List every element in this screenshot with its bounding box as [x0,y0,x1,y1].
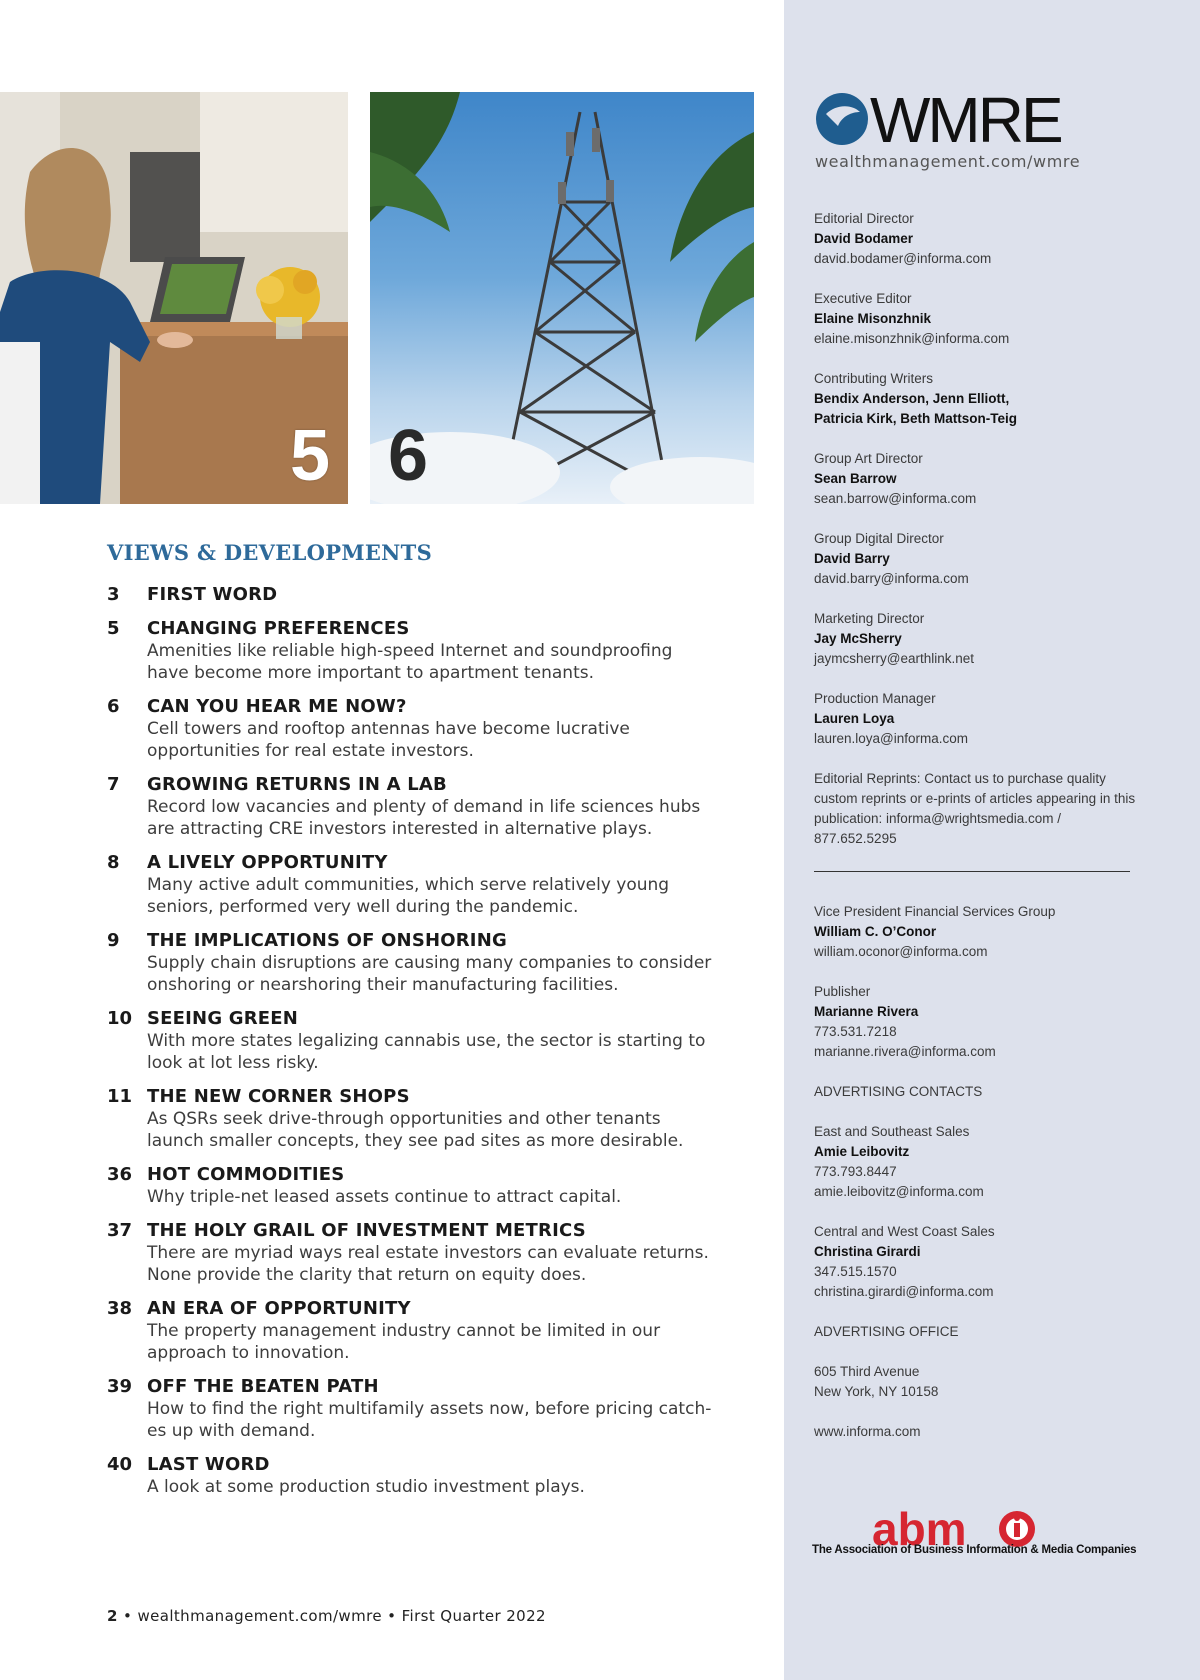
staff-entry [814,289,1144,349]
toc-page-number: 10 [107,1008,133,1029]
staff-name: William C. O’Conor [814,924,937,939]
staff-entry [814,529,1144,589]
toc-description: With more states legalizing cannabis use, the sector is starting to look at lot less risky. [147,1031,706,1073]
toc-entry[interactable] [107,1454,767,1498]
staff-email-link[interactable]: david.bodamer@informa.com [814,251,992,266]
toc-entry[interactable] [107,1086,767,1152]
toc-page-number: 3 [107,584,120,605]
staff-role: Publisher [814,984,871,999]
toc-page-number: 9 [107,930,120,951]
staff-entry [814,982,1144,1062]
staff-entry [814,902,1144,962]
staff-email-link[interactable]: william.oconor@informa.com [814,944,988,959]
table-of-contents [107,584,767,1510]
toc-entry[interactable] [107,1008,767,1074]
informa-website-link[interactable]: www.informa.com [814,1424,921,1439]
staff-role: Group Art Director [814,451,923,466]
toc-entry[interactable] [107,584,767,606]
advertising-staff-list [814,1122,1144,1302]
advertising-office-label: ADVERTISING OFFICE [814,1324,959,1339]
wmre-wordmark: WMRE [870,86,1061,152]
toc-page-number: 40 [107,1454,133,1475]
toc-page-number: 7 [107,774,120,795]
staff-role: Group Digital Director [814,531,944,546]
toc-title: CHANGING PREFERENCES [147,618,410,639]
toc-entry[interactable] [107,774,767,840]
toc-page-number: 11 [107,1086,133,1107]
toc-entry[interactable] [107,1376,767,1442]
staff-name: Elaine Misonzhnik [814,311,932,326]
toc-description: The property management industry cannot be limited in our approach to innovation. [147,1321,661,1363]
staff-entry [814,1222,1144,1302]
staff-role: Executive Editor [814,291,912,306]
toc-description: Amenities like reliable high-speed Internet and soundproofing have become more important to apartment tenants. [147,641,673,683]
footer-issue: First Quarter 2022 [401,1607,546,1625]
staff-role: Production Manager [814,691,936,706]
staff-entry [814,1122,1144,1202]
footer-page-number: 2 [107,1607,118,1625]
toc-entry[interactable] [107,1220,767,1286]
toc-entry[interactable] [107,930,767,996]
toc-entry[interactable] [107,1298,767,1364]
abm-wordmark: abm [872,1503,967,1555]
staff-name: Lauren Loya [814,711,895,726]
toc-entry[interactable] [107,1164,767,1208]
toc-description: There are myriad ways real estate investors can evaluate returns. None provide the clarity that return on equity does. [147,1243,709,1285]
staff-entry [814,609,1144,669]
toc-title: GROWING RETURNS IN A LAB [147,774,447,795]
page-footer [107,1607,546,1625]
staff-phone: 347.515.1570 [814,1264,897,1279]
staff-name: Bendix Anderson, Jenn Elliott, Patricia Kirk, Beth Mattson-Teig [814,391,1018,426]
staff-role: Contributing Writers [814,371,934,386]
toc-title: OFF THE BEATEN PATH [147,1376,379,1397]
toc-title: THE IMPLICATIONS OF ONSHORING [147,930,507,951]
staff-role: Marketing Director [814,611,925,626]
toc-description: As QSRs seek drive-through opportunities and other tenants launch smaller concepts, they see pad sites as more desirable. [147,1109,684,1151]
staff-entry [814,449,1144,509]
staff-phone: 773.793.8447 [814,1164,897,1179]
toc-page-number: 39 [107,1376,133,1397]
staff-name: Amie Leibovitz [814,1144,910,1159]
page-number-6: 6 [388,416,429,496]
advertising-contacts-label: ADVERTISING CONTACTS [814,1084,983,1099]
staff-role: East and Southeast Sales [814,1124,970,1139]
toc-entry[interactable] [107,852,767,918]
toc-page-number: 38 [107,1298,133,1319]
staff-entry [814,689,1144,749]
staff-name: Christina Girardi [814,1244,921,1259]
staff-name: David Barry [814,551,890,566]
footer-url: wealthmanagement.com/wmre [137,1607,382,1625]
toc-title: HOT COMMODITIES [147,1164,345,1185]
toc-title: A LIVELY OPPORTUNITY [147,852,388,873]
masthead-divider [814,871,1130,872]
toc-page-number: 5 [107,618,120,639]
staff-email-link[interactable]: elaine.misonzhnik@informa.com [814,331,1010,346]
staff-email-link[interactable]: marianne.rivera@informa.com [814,1044,996,1059]
toc-description: Why triple-net leased assets continue to attract capital. [147,1187,622,1207]
staff-name: Marianne Rivera [814,1004,919,1019]
staff-email-link[interactable]: amie.leibovitz@informa.com [814,1184,984,1199]
office-address: 605 Third Avenue New York, NY 10158 [814,1364,939,1399]
business-staff-list [814,902,1144,1062]
toc-page-number: 8 [107,852,120,873]
wmre-logo [812,86,1102,152]
page-number-5: 5 [289,416,330,496]
staff-email-link[interactable]: david.barry@informa.com [814,571,969,586]
toc-description: How to find the right multifamily assets now, before pricing catch- es up with demand. [147,1399,712,1441]
staff-name: Jay McSherry [814,631,902,646]
footer-separator: • [387,1607,397,1625]
toc-description: Cell towers and rooftop antennas have become lucrative opportunities for real estate investors. [147,719,630,761]
abm-tagline: The Association of Business Information & Media Companies [812,1544,1137,1556]
toc-description: Supply chain disruptions are causing many companies to consider onshoring or nearshoring their manufacturing facilities. [147,953,712,995]
staff-role: Editorial Director [814,211,914,226]
staff-entry [814,209,1144,269]
toc-title: FIRST WORD [147,584,278,605]
staff-email-link[interactable]: sean.barrow@informa.com [814,491,977,506]
toc-page-number: 36 [107,1164,133,1185]
staff-entry [814,369,1144,429]
toc-description: Record low vacancies and plenty of demand in life sciences hubs are attracting CRE investors interested in alternative plays. [147,797,701,839]
photo-cell-tower [370,92,754,504]
reprints-note: Editorial Reprints: Contact us to purchase quality custom reprints or e-prints of articles appearing in this publication: informa@wrightsmedia.com / 877.652.5295 [814,771,1136,846]
staff-email-link[interactable]: christina.girardi@informa.com [814,1284,994,1299]
toc-title: CAN YOU HEAR ME NOW? [147,696,407,717]
toc-page-number: 37 [107,1220,133,1241]
toc-title: AN ERA OF OPPORTUNITY [147,1298,411,1319]
toc-entry[interactable] [107,696,767,762]
toc-title: SEEING GREEN [147,1008,299,1029]
staff-email-link[interactable]: lauren.loya@informa.com [814,731,969,746]
staff-phone: 773.531.7218 [814,1024,897,1039]
toc-page-number: 6 [107,696,120,717]
toc-title: THE HOLY GRAIL OF INVESTMENT METRICS [147,1220,586,1241]
toc-title: LAST WORD [147,1454,270,1475]
footer-separator: • [123,1607,133,1625]
toc-entry[interactable] [107,618,767,684]
staff-name: Sean Barrow [814,471,897,486]
staff-name: David Bodamer [814,231,914,246]
photo-woman-at-laptop [0,92,348,504]
toc-description: Many active adult communities, which serve relatively young seniors, performed very well during the pandemic. [147,875,670,917]
toc-description: A look at some production studio investment plays. [147,1477,585,1497]
masthead-url: wealthmanagement.com/wmre [815,152,1081,171]
staff-role: Vice President Financial Services Group [814,904,1056,919]
toc-heading: VIEWS & DEVELOPMENTS [107,540,433,565]
editorial-staff-list [814,209,1144,749]
staff-role: Central and West Coast Sales [814,1224,995,1239]
toc-title: THE NEW CORNER SHOPS [147,1086,410,1107]
staff-email-link[interactable]: jaymcsherry@earthlink.net [814,651,975,666]
masthead-staff [814,209,1144,1442]
